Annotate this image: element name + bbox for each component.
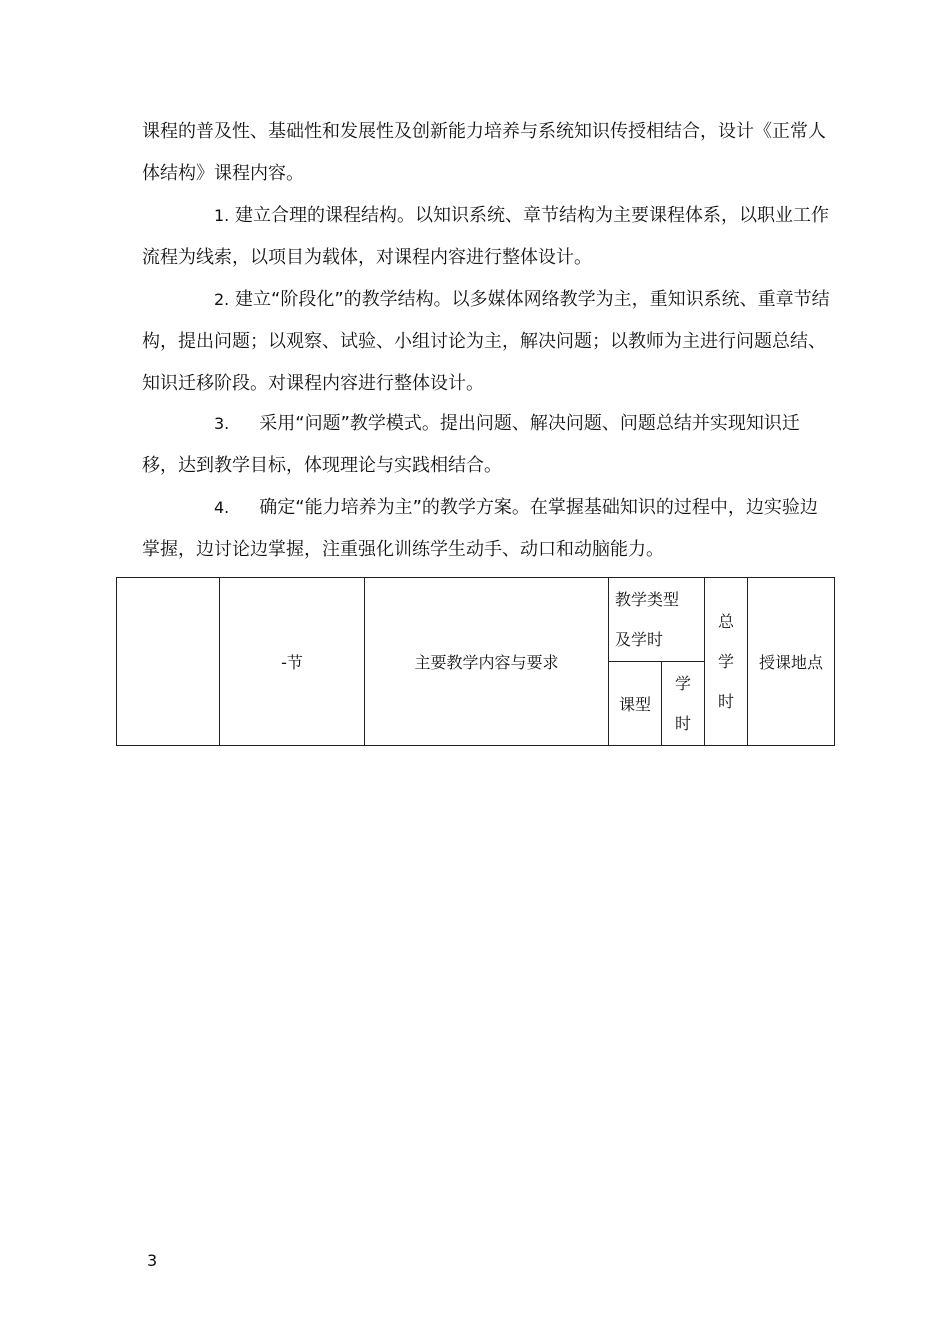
paragraph-item-3 bbox=[142, 403, 832, 487]
table-header-total-hours bbox=[705, 578, 748, 746]
total-line3: 时 bbox=[717, 691, 734, 711]
paragraph-item-2 bbox=[142, 279, 832, 405]
item-2-number: 2. bbox=[214, 290, 230, 309]
item-3-text: 采用“问题”教学模式。提出问题、解决问题、问题总结并实现知识迁移，达到教学目标，体现理论与实践相结合。 bbox=[142, 413, 800, 476]
paragraph-item-4 bbox=[142, 487, 832, 571]
type-hours-line2: 及学时 bbox=[615, 629, 664, 649]
item-1-number: 1. bbox=[214, 206, 230, 225]
paragraph-item-1 bbox=[142, 195, 832, 279]
hours-line2: 时 bbox=[674, 713, 691, 733]
table-header-type-hours bbox=[609, 578, 705, 662]
table-header-course-type: 课型 bbox=[609, 662, 662, 746]
page-number: 3 bbox=[147, 1251, 158, 1270]
item-4-text: 确定“能力培养为主”的教学方案。在掌握基础知识的过程中，边实验边掌握，边讨论边掌握，注重强化训练学生动手、动口和动脑能力。 bbox=[142, 497, 818, 560]
item-1-text: 建立合理的课程结构。以知识系统、章节结构为主要课程体系，以职业工作流程为线索，以项目为载体，对课程内容进行整体设计。 bbox=[142, 205, 829, 268]
item-4-number: 4. bbox=[214, 498, 230, 517]
paragraph-intro-text: 课程的普及性、基础性和发展性及创新能力培养与系统知识传授相结合，设计《正常人体结构》课程内容。 bbox=[142, 121, 826, 184]
hours-line1: 学 bbox=[674, 673, 691, 693]
item-3-number: 3. bbox=[214, 414, 230, 433]
table-header-hours bbox=[662, 662, 705, 746]
table-header-location: 授课地点 bbox=[748, 578, 835, 746]
type-hours-line1: 教学类型 bbox=[615, 589, 680, 609]
total-line2: 学 bbox=[717, 651, 734, 671]
total-line1: 总 bbox=[717, 611, 734, 631]
table-header-content: 主要教学内容与要求 bbox=[365, 578, 609, 746]
item-2-text: 建立“阶段化”的教学结构。以多媒体网络教学为主，重知识系统、重章节结构，提出问题；以观察、试验、小组讨论为主，解决问题；以教师为主进行问题总结、知识迁移阶段。对课程内容进行整体设计。 bbox=[142, 289, 830, 394]
course-table bbox=[116, 577, 835, 746]
paragraph-intro bbox=[142, 111, 832, 195]
table-header-blank bbox=[117, 578, 220, 746]
table-header-row-1 bbox=[117, 578, 835, 662]
table-header-section: -节 bbox=[220, 578, 365, 746]
